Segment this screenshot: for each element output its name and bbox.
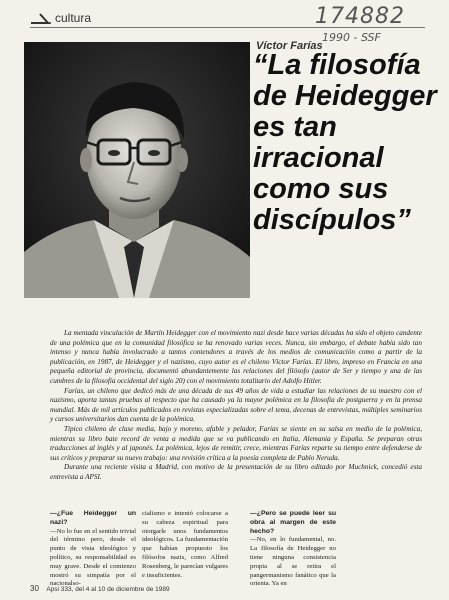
portrait-photo: [24, 42, 250, 298]
intro-paragraph: Típico chileno de clase media, bajo y moreno, afable y pelador, Farías se siente en su salsa en medio de la polémica, mientras su libro bate record de venta a medida que se va publicando en Italia, Alemania y España. Se preparan otras traducciones al inglés y al japonés. La polémica, lejos de remitir, crece, mientras Farías reparte su tiempo entre defenderse de sus críticos y preparar su nuevo trabajo: una revisión crítica a la poesía completa de Pablo Neruda.: [50, 424, 422, 462]
interview-answer: cialismo e intentó colocarse a su cabeza espiritual para otorgarle unos fundamentos ideológicos. La fundamentación que habían propuesto los filósofos nazis, como Alfred Rosenberg, le parecían vulgares e insuficientes.: [142, 510, 228, 579]
handwritten-note: 1990 - SSF: [322, 31, 381, 44]
body-column-1: [50, 510, 136, 589]
intro-paragraph: Durante una reciente visita a Madrid, con motivo de la presentación de su libro editado por Muchnick, concedió esta entrevista a APSI.: [50, 463, 422, 481]
author-name: Víctor Farías: [256, 40, 323, 52]
interview-answer: —No lo fue en el sentido trivial del término pero, desde el punto de vista ideológico y político, su responsabilidad es muy grave. Desde el comienzo mostró su simpatía por el nacionalso-: [50, 527, 136, 588]
article-intro: [50, 329, 422, 483]
section-arrow-icon: [30, 12, 52, 24]
interview-question: —¿Fue Heidegger un nazi?: [50, 510, 136, 526]
interview-question: —¿Pero se puede leer su obra al margen de este hecho?: [250, 510, 336, 535]
interview-answer: —No, en lo fundamental, no. La filosofía de Heidegger no tiene ninguna consistencia propia al se retira el pangermanismo fanático que la orienta. Ya en: [250, 536, 336, 588]
issue-info: Apsi 333, del 4 al 10 de diciembre de 1989: [46, 586, 170, 593]
body-column-3: [250, 510, 336, 589]
intro-paragraph: La mentada vinculación de Martín Heidegger con el movimiento nazi desde hace varias décadas ha sido el objeto candente de una polémica que en la comunidad filosófica se ha renovado varias veces. Nunca, sin embargo, el debate había sido tan intenso y nunca había involucrado a tantos contendores a través de los medios de comunicación como a partir de la publicación, en 1987, de Heidegger y el nazismo, cuyo autor es el chileno Víctor Farías. El libro, impreso en Francia en una pequeña editorial de provincia, documentó abundantemente las relaciones del filósofo (autor de Ser y tiempo y una de las cumbres de la filosofía occidental del siglo 20) con el movimiento totalitario del Adolfo Hitler.: [50, 329, 422, 385]
handwritten-catalog-number: 174882: [315, 4, 405, 29]
page-footer: [30, 584, 170, 593]
section-label: cultura: [55, 11, 92, 25]
body-column-2: [142, 510, 228, 580]
article-headline: “La filosofía de Heidegger es tan irracional como sus discípulos”: [253, 49, 437, 236]
intro-paragraph: Farías, un chileno que dedicó más de una década de sus 49 años de vida a estudiar las relaciones de su maestro con el nazismo, aporta tantas pruebas al respecto que ha causado ya la mayor polémica en la filosofía de postguerra y en la prensa mundial. Más de mil artículos publicados en revistas especializadas sobre el tema, decenas de entrevistas, múltiples seminarios y cursos universitarios dan cuenta de la polémica.: [50, 386, 422, 424]
page-number: 30: [30, 584, 39, 593]
